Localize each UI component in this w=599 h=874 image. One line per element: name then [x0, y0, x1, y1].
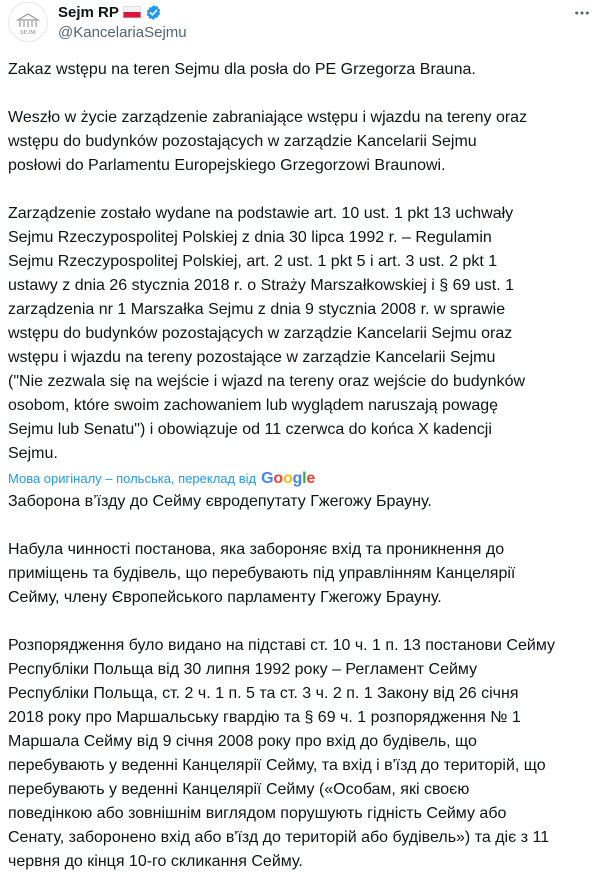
- tweet-line: Sejmu Rzeczypospolitej Polskiej z dnia 30 lipca 1992 r. – Regulamin: [8, 229, 492, 246]
- google-logo: Google: [261, 469, 316, 487]
- translated-line: червня до кінця 10-го скликання Сейму.: [8, 853, 303, 870]
- translated-line: перебувають у веденні Канцелярії Сейму, та вхід і в'їзд до територій, що: [8, 757, 546, 774]
- tweet-line: wstępu do budynków pozostających w zarządzie Kancelarii Sejmu: [8, 133, 477, 150]
- translation-attribution[interactable]: [8, 467, 591, 490]
- tweet-header: [0, 0, 599, 50]
- tweet-line: osobom, które swoim zachowaniem lub wyglądem naruszają powagę: [8, 397, 499, 414]
- translated-line: Республіки Польща від 30 липня 1992 року – Регламент Сейму: [8, 661, 478, 678]
- translated-line: перебувають у веденні Канцелярії Сейму («Особам, які своєю: [8, 781, 470, 798]
- tweet-line: Weszło w życie zarządzenie zabraniające wstępu i wjazdu na tereny oraz: [8, 109, 528, 126]
- tweet-line: Zakaz wstępu na teren Sejmu dla posła do PE Grzegorza Brauna.: [8, 61, 476, 78]
- avatar[interactable]: [8, 2, 48, 42]
- tweet-line: wstępu i wjazdu na tereny pozostające w zarządzie Kancelarii Sejmu: [8, 349, 496, 366]
- name-row: [58, 2, 162, 22]
- poland-flag-icon: [123, 6, 141, 18]
- translated-line: поведінкою або зовнішнім виглядом порушують гідність Сейму або: [8, 805, 507, 822]
- tweet-line: ustawy z dnia 26 stycznia 2018 r. o Straży Marszałkowskiej i § 69 ust. 1: [8, 277, 515, 294]
- translation-note: Мова оригіналу – польська, переклад від: [8, 471, 257, 486]
- sejm-logo-icon: [9, 3, 47, 41]
- tweet-line: Zarządzenie zostało wydane na podstawie art. 10 ust. 1 pkt 13 uchwały: [8, 205, 514, 222]
- avatar-text: SEJM: [20, 29, 36, 36]
- translated-line: Сейму, члену Європейського парламенту Гжегожу Брауну.: [8, 589, 442, 606]
- translated-line: Республіки Польща, ст. 2 ч. 1 п. 5 та ст. 3 ч. 2 п. 1 Закону від 26 січня: [8, 685, 519, 702]
- translated-line: Розпорядження було видано на підставі ст. 10 ч. 1 п. 13 постанови Сейму: [8, 637, 555, 654]
- display-name[interactable]: Sejm RP: [58, 3, 119, 21]
- tweet-line: Sejmu.: [8, 445, 58, 462]
- translated-line: Маршала Сейму від 9 січня 2008 року про вхід до будівель, що: [8, 733, 477, 750]
- more-horizontal-icon: [573, 4, 591, 22]
- tweet-text: [8, 58, 591, 874]
- translated-line: 2018 року про Маршальську гвардію та § 69 ч. 1 розпорядження № 1: [8, 709, 521, 726]
- verified-badge-icon: [145, 4, 162, 21]
- tweet-line: ("Nie zezwala się na wejście i wjazd na tereny oraz wejście do budynków: [8, 373, 526, 390]
- translated-line: приміщень та будівель, що перебувають під управлінням Канцелярії: [8, 565, 516, 582]
- tweet-line: zarządzenia nr 1 Marszałka Sejmu z dnia 9 stycznia 2008 r. w sprawie: [8, 301, 506, 318]
- translated-line: Набула чинності постанова, яка забороняє вхід та проникнення до: [8, 541, 505, 558]
- translated-line: Заборона в’їзду до Сейму євродепутату Гжегожу Брауну.: [8, 493, 432, 510]
- account-handle[interactable]: @KancelariaSejmu: [58, 24, 187, 41]
- tweet-line: Sejmu Rzeczypospolitej Polskiej, art. 2 ust. 1 pkt 5 i art. 3 ust. 2 pkt 1: [8, 253, 498, 270]
- tweet-line: Sejmu lub Senatu") i obowiązuje od 11 czerwca do końca X kadencji: [8, 421, 492, 438]
- tweet-line: wstępu do budynków pozostających w zarządzie Kancelarii Sejmu oraz: [8, 325, 513, 342]
- more-button[interactable]: [571, 2, 593, 24]
- translated-line: Сенату, заборонено вхід або в'їзд до територій або будівель») та діє з 11: [8, 829, 550, 846]
- tweet-line: posłowi do Parlamentu Europejskiego Grzegorzowi Braunowi.: [8, 157, 446, 174]
